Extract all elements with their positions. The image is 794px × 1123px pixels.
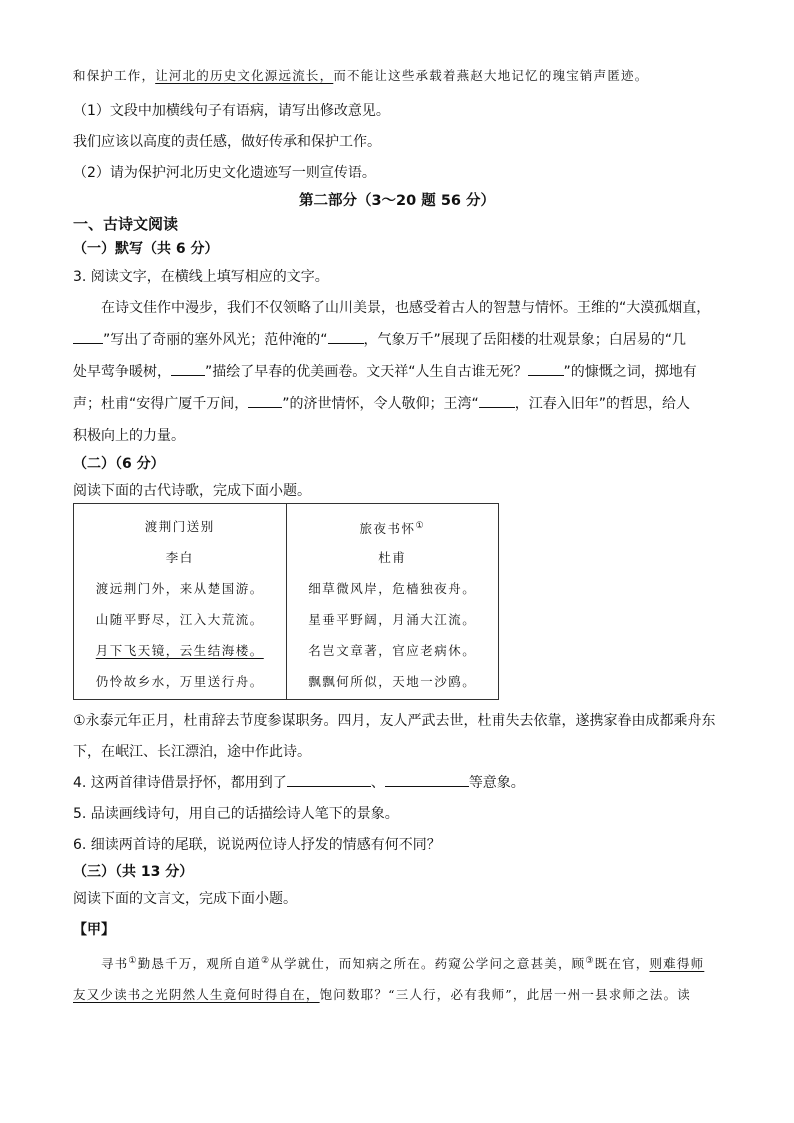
- section-heading-classical: 一、古诗文阅读: [73, 215, 179, 233]
- footnote-marker: ③: [585, 955, 595, 966]
- poem-line: 飘飘何所似，天地一沙鸥。: [308, 674, 477, 689]
- poem-title: 渡荆门送别: [144, 519, 215, 534]
- footnote-marker: ②: [261, 955, 271, 966]
- poem-line: 渡远荆门外，来从楚国游。: [95, 581, 264, 596]
- underlined-sentence: 让河北的历史文化源远流长，: [155, 68, 334, 83]
- question-2: （2）请为保护河北历史文化遗迹写一则宣传语。: [73, 165, 376, 181]
- continuation-line: [73, 66, 648, 84]
- underlined-prose: 友又少读书之光阴然人生竟何时得自在，: [73, 987, 320, 1002]
- poem-line: 细草微风岸，危樯独夜舟。: [308, 581, 477, 596]
- prose-text: 从学就仕，而知病之所在。药窥公学问之意甚美，顾: [270, 956, 586, 971]
- poem-line: 山随平野尽，江入大荒流。: [95, 612, 264, 627]
- poem-author: 李白: [165, 550, 194, 565]
- poem-line: 仍怜故乡水，万里送行舟。: [95, 674, 264, 689]
- poem-right-cell: [286, 504, 499, 700]
- poem-table: [73, 503, 499, 700]
- prose-text: 饱问数耶？“三人行，必有我师”，此居一州一县求师之法。读: [319, 987, 691, 1002]
- fill-blank[interactable]: [479, 393, 515, 408]
- passage-label-jia: 【甲】: [73, 922, 115, 938]
- question-1: （1）文段中加横线句子有语病，请写出修改意见。: [73, 103, 390, 119]
- fill-blank[interactable]: [385, 772, 469, 787]
- answer-1: 我们应该以高度的责任感，做好传承和保护工作。: [73, 134, 381, 150]
- passage-text: ，气象万千”展现了岳阳楼的壮观景象；白居易的“几: [363, 332, 687, 348]
- part-two-heading: 第二部分（3～20 题 56 分）: [298, 193, 496, 209]
- fill-blank[interactable]: [73, 329, 103, 344]
- question-6: 6. 细读两首诗的尾联，说说两位诗人抒发的情感有何不同？: [73, 837, 441, 853]
- passage-text: ”描绘了早春的优美画卷。文天祥“人生自古谁无死？: [205, 364, 528, 380]
- passage-text: ，江春入旧年”的哲思，给人: [514, 396, 691, 412]
- fill-blank[interactable]: [287, 772, 371, 787]
- poem-author: 杜甫: [378, 550, 407, 565]
- prose-line: [73, 985, 691, 1003]
- passage-text: ”写出了奇丽的塞外风光；范仲淹的“: [103, 332, 328, 348]
- text-segment: 而不能让这些承载着燕赵大地记忆的瑰宝销声匿迹。: [333, 68, 649, 83]
- question-4: [73, 772, 525, 792]
- footnote-marker: ①: [415, 521, 426, 531]
- prose-instructions: 阅读下面的文言文，完成下面小题。: [73, 891, 297, 907]
- poem-line: 星垂平野阔，月涌大江流。: [308, 612, 477, 627]
- text-segment: 和保护工作，: [73, 68, 156, 83]
- question-3-passage: [73, 292, 719, 452]
- question-text: 等意象。: [468, 775, 525, 791]
- poem-left-cell: [74, 504, 287, 700]
- subsection-heading-3: （三）（共 13 分）: [73, 864, 194, 880]
- poem-instructions: 阅读下面的古代诗歌，完成下面小题。: [73, 483, 311, 499]
- passage-text: 处早莺争暖树，: [73, 364, 171, 380]
- passage-text: 声；杜甫“安得广厦千万间，: [73, 396, 249, 412]
- fill-blank[interactable]: [528, 361, 564, 376]
- fill-blank[interactable]: [248, 393, 282, 408]
- question-5: 5. 品读画线诗句，用自己的话描绘诗人笔下的景象。: [73, 806, 399, 822]
- subsection-heading-2: （二）（6 分）: [73, 456, 165, 472]
- question-3: 3. 阅读文字，在横线上填写相应的文字。: [73, 269, 329, 285]
- prose-text: 既在官，: [594, 956, 650, 971]
- fill-blank[interactable]: [171, 361, 205, 376]
- passage-text: 在诗文佳作中漫步，我们不仅领略了山川美景，也感受着古人的智慧与情怀。王维的“大漠孤烟直，: [101, 300, 711, 316]
- question-text: 、: [370, 775, 385, 791]
- fill-blank[interactable]: [328, 329, 364, 344]
- underlined-poem-line: 月下飞天镜，云生结海楼。: [95, 643, 264, 658]
- underlined-prose: 则难得师: [649, 956, 705, 971]
- prose-text: 勤恳千万，观所自道: [137, 956, 261, 971]
- prose-line: [101, 954, 704, 972]
- poem-line: 名岂文章著，官应老病休。: [308, 643, 477, 658]
- footnote-marker: ①: [128, 955, 138, 966]
- footnote-line: 下，在岷江、长江漂泊，途中作此诗。: [73, 744, 311, 760]
- footnote-line: ①永泰元年正月，杜甫辞去节度参谋职务。四月，友人严武去世，杜甫失去依靠，遂携家眷由成都乘舟东: [73, 713, 716, 729]
- passage-text: ”的济世情怀，令人敬仰；王湾“: [282, 396, 479, 412]
- subsection-heading-1: （一）默写（共 6 分）: [73, 241, 219, 257]
- prose-text: 寻书: [101, 956, 129, 971]
- question-text: 4. 这两首律诗借景抒怀，都用到了: [73, 775, 287, 791]
- passage-text: ”的慷慨之词，掷地有: [563, 364, 697, 380]
- passage-text: 积极向上的力量。: [73, 428, 185, 444]
- poem-title: 旅夜书怀: [359, 521, 416, 537]
